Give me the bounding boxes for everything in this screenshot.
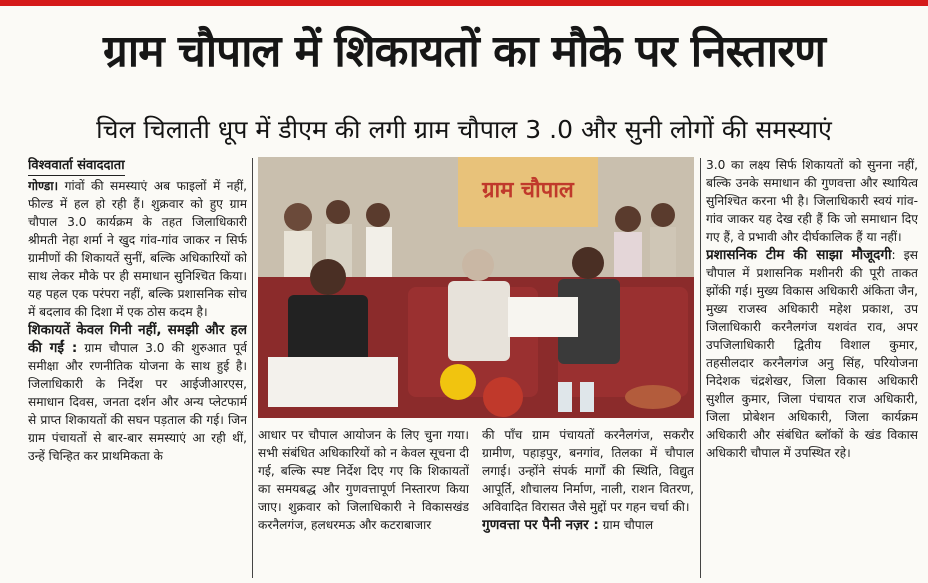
column-1-paragraph-2	[28, 321, 247, 465]
article-column-1	[28, 156, 247, 576]
section-subtitle-1: शिकायतें केवल गिनी नहीं, समझी और हल की गईं :	[28, 322, 247, 356]
column-1-paragraph	[28, 177, 247, 321]
intro-text: गांवों की समस्याएं अब फाइलों में नहीं, फील्ड में हल हो रही हैं। शुक्रवार को हुए ग्राम चौपाल 3.0 कार्यक्रम के तहत जिलाधिकारी श्रीमती नेहा शर्मा ने खुद गांव-गांव जाकर न सिर्फ ग्रामीणों की शिकायतें सुनीं, बल्कि अधिकारियों को साथ लेकर मौके पर ही समाधान सुनिश्चित किया। यह पहल एक परंपरा नहीं, बल्कि प्रशासनिक सोच में बदलाव की दिशा में एक ठोस कदम है।	[28, 179, 247, 319]
section-3-text: : इस चौपाल में प्रशासनिक मशीनरी की पूरी ताकत झोंकी गई। मुख्य विकास अधिकारी अंकिता जैन, मुख्य राजस्व अधिकारी महेश प्रकाश, उप जिलाधिकारी करनैलगंज यशवंत राव, अपर उपजिलाधिकारी द्वितीय विशाल कुमार, तहसीलदार करनैलगंज अनु सिंह, परियोजना निदेशक चंद्रशेखर, जिला विकास अधिकारी सुशील कुमार, जिला पंचायत राज अधिकारी, जिला प्रोबेशन अधिकारी, जिला कार्यक्रम अधिकारी और संबंधित ब्लॉकों के खंड विकास अधिकारी चौपाल में उपस्थित रहे।	[706, 248, 918, 460]
column-rule-2	[700, 158, 701, 578]
column-4-paragraph-2	[706, 246, 918, 462]
section-2-text: ग्राम चौपाल	[598, 518, 654, 532]
section-subtitle-3: प्रशासनिक टीम की साझा मौजूदगी	[706, 247, 892, 263]
article-column-4	[706, 156, 918, 578]
dateline: गोण्डा।	[28, 179, 59, 193]
column-rule-1	[252, 158, 253, 578]
section-1-text: ग्राम चौपाल 3.0 की शुरुआत पूर्व समीक्षा और रणनीतिक योजना के साथ हुई है। जिलाधिकारी के निर्देश पर आईजीआरएस, समाधान दिवस, जनता दर्शन और अन्य प्लेटफार्म से प्राप्त शिकायतों की सघन पड़ताल की गई। जिन ग्राम पंचायतों से बार-बार समस्याएं आ रही थीं, उन्हें चिन्हित कर प्राथमिकता के	[28, 341, 247, 463]
section-subtitle-2: गुणवत्ता पर पैनी नज़र :	[482, 517, 599, 533]
top-accent-bar	[0, 0, 928, 6]
byline: विश्ववार्ता संवाददाता	[28, 157, 125, 176]
column-3-paragraph: की पाँच ग्राम पंचायतों करनैलगंज, सकरौर ग्रामीण, पहाड़पुर, बनगांव, तिलका में चौपाल लगाई। उन्होंने संपर्क मार्गों की स्थिति, विद्युत आपूर्ति, शौचालय निर्माण, नाली, राशन वितरण, अविवादित विरासत जैसे मुद्दों पर गहन चर्चा की।	[482, 428, 694, 514]
headline: ग्राम चौपाल में शिकायतों का मौके पर निस्तारण	[102, 26, 825, 77]
column-3-paragraph-2	[482, 516, 694, 534]
column-4-paragraph: 3.0 का लक्ष्य सिर्फ शिकायतों को सुनना नहीं, बल्कि उनके समाधान की गुणवत्ता और स्थायित्व सुनिश्चित करना भी है। जिलाधिकारी स्वयं गांव-गांव जाकर यह देख रही हैं कि जो समाधान दिए गए हैं, वे प्रभावी और दीर्घकालिक हैं या नहीं।	[706, 158, 918, 244]
article-column-2	[258, 426, 469, 578]
photo-banner-text: ग्राम चौपाल	[482, 178, 574, 203]
subheadline: चिल चिलाती धूप में डीएम की लगी ग्राम चौपाल 3 .0 और सुनी लोगों की समस्याएं	[96, 115, 832, 144]
column-2-paragraph: आधार पर चौपाल आयोजन के लिए चुना गया। सभी संबंधित अधिकारियों को न केवल सूचना दी गई, बल्कि स्पष्ट निर्देश दिए गए कि शिकायतों का समयबद्ध और गुणवत्तापूर्ण निस्तारण किया जाए। शुक्रवार को जिलाधिकारी ने विकासखंड करनैलगंज, हलधरमऊ और कटराबाजार	[258, 428, 469, 532]
event-photo	[258, 157, 694, 418]
article-column-3	[482, 426, 694, 578]
photo-illustration	[258, 157, 694, 418]
